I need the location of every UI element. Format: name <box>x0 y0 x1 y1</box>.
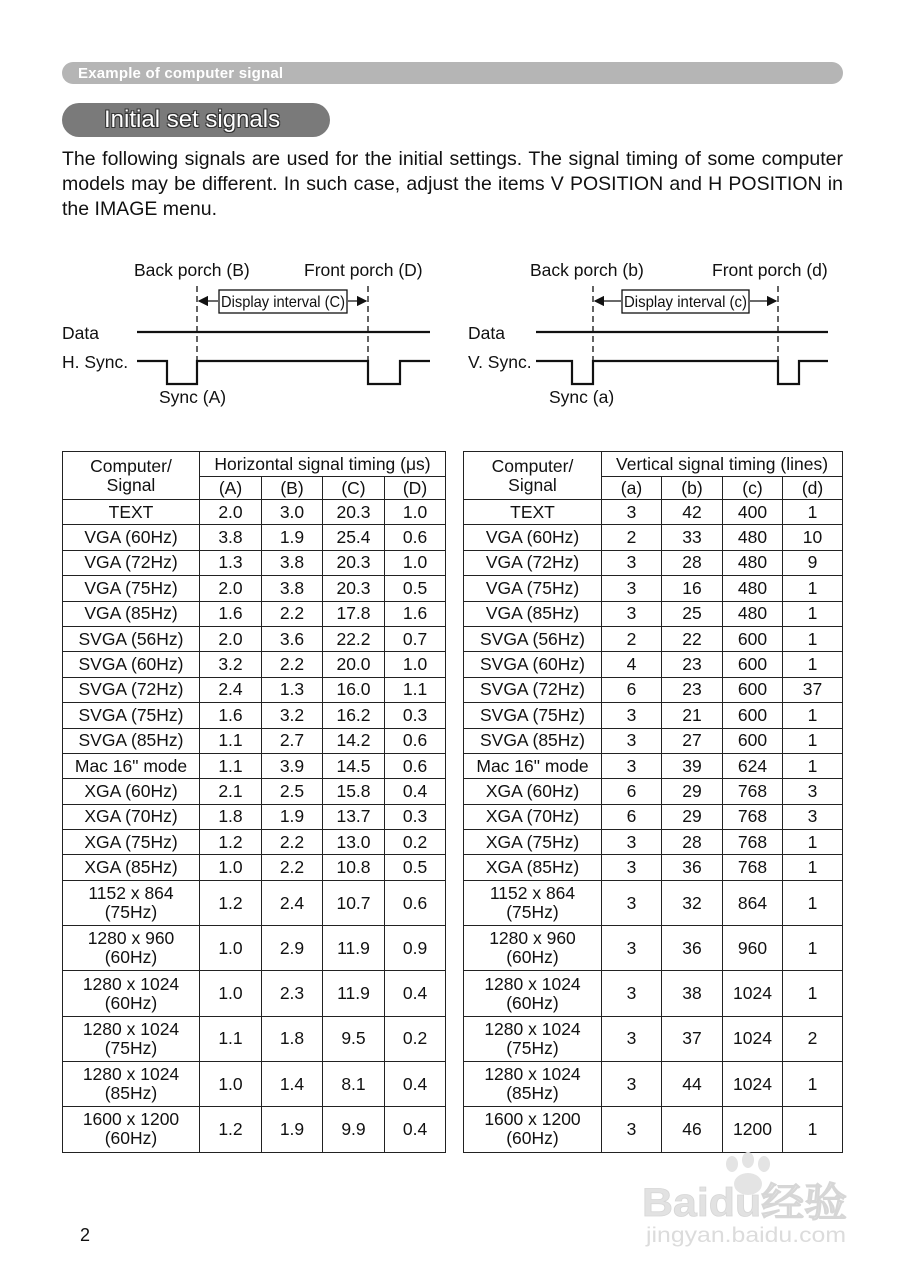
v-value-cell: 1024 <box>723 1062 783 1107</box>
h-table-row <box>63 855 446 880</box>
v-sub-header: (c) <box>723 477 783 500</box>
v-value-cell: 33 <box>662 525 723 550</box>
v-value-cell: 1 <box>783 753 843 778</box>
h-value-cell: 0.6 <box>385 525 446 550</box>
v-value-cell: 3 <box>602 550 662 575</box>
v-table-row <box>464 1062 843 1107</box>
vertical-timing-diagram <box>468 250 848 415</box>
h-value-cell: 1.2 <box>200 880 262 925</box>
v-table-row <box>464 1107 843 1152</box>
vertical-timing-table <box>463 451 843 1153</box>
h-value-cell: 3.8 <box>262 550 323 575</box>
h-value-cell: 0.3 <box>385 804 446 829</box>
v-table-row <box>464 677 843 702</box>
v-signal-cell: VGA (60Hz) <box>464 525 602 550</box>
v-value-cell: 23 <box>662 652 723 677</box>
v-value-cell: 2 <box>783 1016 843 1061</box>
h-value-cell: 25.4 <box>323 525 385 550</box>
v-value-cell: 1 <box>783 576 843 601</box>
h-value-cell: 16.0 <box>323 677 385 702</box>
h-value-cell: 0.2 <box>385 1016 446 1061</box>
section-title-pill <box>62 103 330 137</box>
v-value-cell: 1200 <box>723 1107 783 1152</box>
v-value-cell: 3 <box>783 779 843 804</box>
h-value-cell: 0.3 <box>385 703 446 728</box>
h-data-label: Data <box>62 323 99 343</box>
v-value-cell: 46 <box>662 1107 723 1152</box>
v-signal-cell: 1280 x 1024 (60Hz) <box>464 971 602 1016</box>
h-table-row <box>63 753 446 778</box>
h-signal-cell: XGA (70Hz) <box>63 804 200 829</box>
h-table-row <box>63 677 446 702</box>
v-sub-header: (a) <box>602 477 662 500</box>
h-sub-header: (D) <box>385 477 446 500</box>
h-value-cell: 1.1 <box>200 728 262 753</box>
h-value-cell: 1.9 <box>262 804 323 829</box>
h-signal-cell: SVGA (85Hz) <box>63 728 200 753</box>
h-table-row <box>63 1107 446 1152</box>
h-value-cell: 3.2 <box>262 703 323 728</box>
v-table-row <box>464 1016 843 1061</box>
v-value-cell: 600 <box>723 728 783 753</box>
h-value-cell: 2.2 <box>262 601 323 626</box>
v-table-row <box>464 880 843 925</box>
v-value-cell: 27 <box>662 728 723 753</box>
h-table-row <box>63 1062 446 1107</box>
h-value-cell: 10.7 <box>323 880 385 925</box>
h-value-cell: 2.0 <box>200 576 262 601</box>
h-value-cell: 1.6 <box>200 703 262 728</box>
v-value-cell: 37 <box>783 677 843 702</box>
v-value-cell: 21 <box>662 703 723 728</box>
v-value-cell: 39 <box>662 753 723 778</box>
h-value-cell: 13.7 <box>323 804 385 829</box>
baidu-watermark <box>640 1150 860 1250</box>
v-value-cell: 1 <box>783 880 843 925</box>
h-value-cell: 20.3 <box>323 576 385 601</box>
h-value-cell: 1.3 <box>262 677 323 702</box>
h-value-cell: 1.3 <box>200 550 262 575</box>
v-value-cell: 600 <box>723 626 783 651</box>
h-table-row <box>63 703 446 728</box>
v-value-cell: 3 <box>602 880 662 925</box>
v-value-cell: 38 <box>662 971 723 1016</box>
v-value-cell: 4 <box>602 652 662 677</box>
v-value-cell: 32 <box>662 880 723 925</box>
h-value-cell: 1.2 <box>200 1107 262 1152</box>
h-table-row <box>63 601 446 626</box>
h-signal-cell: VGA (72Hz) <box>63 550 200 575</box>
v-value-cell: 3 <box>602 855 662 880</box>
h-value-cell: 0.2 <box>385 830 446 855</box>
h-value-cell: 16.2 <box>323 703 385 728</box>
v-signal-cell: SVGA (56Hz) <box>464 626 602 651</box>
h-value-cell: 20.3 <box>323 550 385 575</box>
h-signal-cell: Mac 16" mode <box>63 753 200 778</box>
h-value-cell: 9.9 <box>323 1107 385 1152</box>
h-value-cell: 1.1 <box>200 1016 262 1061</box>
h-value-cell: 0.4 <box>385 1062 446 1107</box>
h-sub-header: (C) <box>323 477 385 500</box>
v-value-cell: 44 <box>662 1062 723 1107</box>
h-signal-cell: XGA (75Hz) <box>63 830 200 855</box>
section-title: Initial set signals <box>104 106 281 133</box>
v-value-cell: 624 <box>723 753 783 778</box>
v-signal-cell: XGA (70Hz) <box>464 804 602 829</box>
v-signal-cell: SVGA (72Hz) <box>464 677 602 702</box>
intro-paragraph: The following signals are used for the initial settings. The signal timing of some computer models may be different. In such case, adjust the items V POSITION and H POSITION in the IMAGE menu. <box>62 148 843 220</box>
v-value-cell: 3 <box>602 576 662 601</box>
h-display-interval-label: Display interval (C) <box>221 294 345 311</box>
v-value-cell: 1 <box>783 971 843 1016</box>
h-table-row <box>63 550 446 575</box>
h-value-cell: 2.2 <box>262 652 323 677</box>
watermark-brand: Baidu经验 <box>642 1181 847 1225</box>
v-display-interval-label: Display interval (c) <box>624 294 747 311</box>
h-value-cell: 3.9 <box>262 753 323 778</box>
v-value-cell: 480 <box>723 525 783 550</box>
v-value-cell: 1 <box>783 855 843 880</box>
h-signal-cell: 1280 x 960 (60Hz) <box>63 926 200 971</box>
v-value-cell: 6 <box>602 779 662 804</box>
v-value-cell: 3 <box>602 1062 662 1107</box>
h-value-cell: 1.0 <box>200 855 262 880</box>
h-value-cell: 1.8 <box>200 804 262 829</box>
h-value-cell: 0.4 <box>385 971 446 1016</box>
h-value-cell: 10.8 <box>323 855 385 880</box>
h-sync-label: Sync (A) <box>159 387 227 407</box>
h-table-row <box>63 1016 446 1061</box>
horizontal-timing-table <box>62 451 446 1153</box>
v-value-cell: 3 <box>602 728 662 753</box>
h-value-cell: 1.1 <box>385 677 446 702</box>
h-value-cell: 0.9 <box>385 926 446 971</box>
v-value-cell: 1 <box>783 926 843 971</box>
v-value-cell: 3 <box>602 703 662 728</box>
h-value-cell: 11.9 <box>323 971 385 1016</box>
v-table-row <box>464 971 843 1016</box>
v-table-row <box>464 550 843 575</box>
h-table-row <box>63 926 446 971</box>
v-value-cell: 1 <box>783 626 843 651</box>
h-col-signal-header: Computer/ Signal <box>63 452 200 500</box>
v-value-cell: 960 <box>723 926 783 971</box>
v-signal-cell: VGA (75Hz) <box>464 576 602 601</box>
h-signal-cell: 1600 x 1200 (60Hz) <box>63 1107 200 1152</box>
v-value-cell: 3 <box>602 601 662 626</box>
v-value-cell: 1 <box>783 601 843 626</box>
h-front-porch-label: Front porch (D) <box>304 260 423 280</box>
v-signal-cell: Mac 16" mode <box>464 753 602 778</box>
h-value-cell: 1.0 <box>200 926 262 971</box>
v-back-porch-label: Back porch (b) <box>530 260 644 280</box>
v-value-cell: 9 <box>783 550 843 575</box>
h-value-cell: 3.0 <box>262 500 323 525</box>
h-value-cell: 2.7 <box>262 728 323 753</box>
v-value-cell: 768 <box>723 804 783 829</box>
h-value-cell: 1.0 <box>200 1062 262 1107</box>
v-signal-cell: VGA (85Hz) <box>464 601 602 626</box>
v-table-row <box>464 576 843 601</box>
h-value-cell: 0.4 <box>385 779 446 804</box>
v-signal-cell: VGA (72Hz) <box>464 550 602 575</box>
h-value-cell: 1.9 <box>262 525 323 550</box>
v-signal-cell: SVGA (85Hz) <box>464 728 602 753</box>
v-table-row <box>464 830 843 855</box>
v-signal-cell: XGA (60Hz) <box>464 779 602 804</box>
v-value-cell: 768 <box>723 830 783 855</box>
h-signal-cell: SVGA (75Hz) <box>63 703 200 728</box>
v-signal-cell: 1280 x 1024 (85Hz) <box>464 1062 602 1107</box>
h-value-cell: 3.8 <box>200 525 262 550</box>
v-value-cell: 29 <box>662 804 723 829</box>
v-value-cell: 1 <box>783 1062 843 1107</box>
v-table-row <box>464 525 843 550</box>
v-value-cell: 768 <box>723 779 783 804</box>
v-signal-cell: 1152 x 864 (75Hz) <box>464 880 602 925</box>
v-value-cell: 480 <box>723 576 783 601</box>
h-table-body <box>63 500 446 1153</box>
v-value-cell: 2 <box>602 525 662 550</box>
h-signal-cell: XGA (60Hz) <box>63 779 200 804</box>
v-table-row <box>464 926 843 971</box>
h-table-row <box>63 525 446 550</box>
h-value-cell: 1.0 <box>385 500 446 525</box>
v-table-row <box>464 855 843 880</box>
h-value-cell: 14.5 <box>323 753 385 778</box>
h-value-cell: 1.2 <box>200 830 262 855</box>
v-front-porch-label: Front porch (d) <box>712 260 828 280</box>
v-value-cell: 480 <box>723 601 783 626</box>
horizontal-timing-diagram <box>62 250 442 415</box>
h-value-cell: 2.2 <box>262 855 323 880</box>
h-signal-cell: VGA (85Hz) <box>63 601 200 626</box>
h-group-header: Horizontal signal timing (μs) <box>200 452 446 477</box>
v-value-cell: 29 <box>662 779 723 804</box>
v-table-row <box>464 728 843 753</box>
v-value-cell: 2 <box>602 626 662 651</box>
v-value-cell: 3 <box>602 500 662 525</box>
h-value-cell: 14.2 <box>323 728 385 753</box>
v-value-cell: 1 <box>783 500 843 525</box>
v-value-cell: 6 <box>602 804 662 829</box>
h-value-cell: 1.8 <box>262 1016 323 1061</box>
v-table-row <box>464 753 843 778</box>
v-signal-cell: TEXT <box>464 500 602 525</box>
h-table-row <box>63 728 446 753</box>
h-value-cell: 3.6 <box>262 626 323 651</box>
v-value-cell: 600 <box>723 677 783 702</box>
h-signal-cell: 1280 x 1024 (75Hz) <box>63 1016 200 1061</box>
h-value-cell: 0.4 <box>385 1107 446 1152</box>
v-sub-header: (b) <box>662 477 723 500</box>
h-value-cell: 1.0 <box>200 971 262 1016</box>
h-table-row <box>63 880 446 925</box>
v-group-header: Vertical signal timing (lines) <box>602 452 843 477</box>
h-value-cell: 3.2 <box>200 652 262 677</box>
h-table-row <box>63 500 446 525</box>
h-table-row <box>63 652 446 677</box>
v-value-cell: 3 <box>602 753 662 778</box>
v-value-cell: 600 <box>723 652 783 677</box>
h-value-cell: 11.9 <box>323 926 385 971</box>
h-value-cell: 2.1 <box>200 779 262 804</box>
h-signal-cell: 1280 x 1024 (85Hz) <box>63 1062 200 1107</box>
v-value-cell: 10 <box>783 525 843 550</box>
v-value-cell: 23 <box>662 677 723 702</box>
h-value-cell: 1.9 <box>262 1107 323 1152</box>
v-signal-cell: 1280 x 1024 (75Hz) <box>464 1016 602 1061</box>
v-signal-cell: XGA (75Hz) <box>464 830 602 855</box>
h-signal-cell: VGA (60Hz) <box>63 525 200 550</box>
v-value-cell: 28 <box>662 830 723 855</box>
h-value-cell: 2.0 <box>200 500 262 525</box>
h-signal-cell: 1280 x 1024 (60Hz) <box>63 971 200 1016</box>
v-value-cell: 6 <box>602 677 662 702</box>
v-value-cell: 22 <box>662 626 723 651</box>
v-value-cell: 1 <box>783 1107 843 1152</box>
h-sub-header: (A) <box>200 477 262 500</box>
v-value-cell: 400 <box>723 500 783 525</box>
h-value-cell: 1.4 <box>262 1062 323 1107</box>
h-table-row <box>63 576 446 601</box>
h-value-cell: 1.0 <box>385 652 446 677</box>
section-header-title: Example of computer signal <box>78 65 284 82</box>
v-sync-label: Sync (a) <box>549 387 615 407</box>
v-table-row <box>464 779 843 804</box>
v-value-cell: 25 <box>662 601 723 626</box>
v-value-cell: 1 <box>783 703 843 728</box>
v-value-cell: 3 <box>602 971 662 1016</box>
v-value-cell: 768 <box>723 855 783 880</box>
v-value-cell: 864 <box>723 880 783 925</box>
h-value-cell: 2.5 <box>262 779 323 804</box>
v-data-label: Data <box>468 323 505 343</box>
h-signal-cell: XGA (85Hz) <box>63 855 200 880</box>
v-col-signal-header: Computer/ Signal <box>464 452 602 500</box>
h-table-row <box>63 804 446 829</box>
v-table-body <box>464 500 843 1153</box>
v-value-cell: 600 <box>723 703 783 728</box>
h-value-cell: 1.0 <box>385 550 446 575</box>
v-table-row <box>464 626 843 651</box>
v-table-row <box>464 652 843 677</box>
h-value-cell: 0.6 <box>385 880 446 925</box>
v-value-cell: 3 <box>602 1107 662 1152</box>
v-value-cell: 1 <box>783 652 843 677</box>
h-signal-cell: SVGA (60Hz) <box>63 652 200 677</box>
h-value-cell: 2.4 <box>200 677 262 702</box>
v-value-cell: 36 <box>662 855 723 880</box>
v-value-cell: 1024 <box>723 971 783 1016</box>
v-value-cell: 3 <box>602 830 662 855</box>
h-value-cell: 0.6 <box>385 728 446 753</box>
h-value-cell: 22.2 <box>323 626 385 651</box>
section-header-bar <box>62 62 843 84</box>
h-signal-cell: VGA (75Hz) <box>63 576 200 601</box>
h-value-cell: 2.0 <box>200 626 262 651</box>
h-value-cell: 3.8 <box>262 576 323 601</box>
h-table-row <box>63 626 446 651</box>
v-value-cell: 3 <box>602 1016 662 1061</box>
h-value-cell: 2.3 <box>262 971 323 1016</box>
h-value-cell: 1.6 <box>385 601 446 626</box>
v-sub-header: (d) <box>783 477 843 500</box>
h-back-porch-label: Back porch (B) <box>134 260 250 280</box>
v-value-cell: 37 <box>662 1016 723 1061</box>
h-value-cell: 8.1 <box>323 1062 385 1107</box>
v-table-row <box>464 500 843 525</box>
h-value-cell: 0.5 <box>385 576 446 601</box>
v-signal-cell: 1280 x 960 (60Hz) <box>464 926 602 971</box>
h-signal-cell: 1152 x 864 (75Hz) <box>63 880 200 925</box>
h-value-cell: 1.6 <box>200 601 262 626</box>
h-value-cell: 9.5 <box>323 1016 385 1061</box>
h-table-row <box>63 830 446 855</box>
v-signal-cell: XGA (85Hz) <box>464 855 602 880</box>
v-value-cell: 480 <box>723 550 783 575</box>
v-value-cell: 1024 <box>723 1016 783 1061</box>
h-value-cell: 0.6 <box>385 753 446 778</box>
v-value-cell: 28 <box>662 550 723 575</box>
h-value-cell: 2.2 <box>262 830 323 855</box>
h-value-cell: 0.7 <box>385 626 446 651</box>
h-table-row <box>63 779 446 804</box>
v-value-cell: 42 <box>662 500 723 525</box>
h-value-cell: 0.5 <box>385 855 446 880</box>
v-table-row <box>464 703 843 728</box>
watermark-url: jingyan.baidu.com <box>644 1224 846 1247</box>
v-value-cell: 3 <box>602 926 662 971</box>
h-value-cell: 20.3 <box>323 500 385 525</box>
h-value-cell: 1.1 <box>200 753 262 778</box>
h-value-cell: 13.0 <box>323 830 385 855</box>
h-sync-line-label: H. Sync. <box>62 352 129 372</box>
h-signal-cell: TEXT <box>63 500 200 525</box>
h-value-cell: 2.4 <box>262 880 323 925</box>
v-value-cell: 36 <box>662 926 723 971</box>
v-signal-cell: SVGA (60Hz) <box>464 652 602 677</box>
v-table-row <box>464 601 843 626</box>
v-value-cell: 3 <box>783 804 843 829</box>
h-value-cell: 15.8 <box>323 779 385 804</box>
page-number: 2 <box>80 1225 91 1245</box>
h-signal-cell: SVGA (56Hz) <box>63 626 200 651</box>
h-table-row <box>63 971 446 1016</box>
v-value-cell: 1 <box>783 830 843 855</box>
v-signal-cell: SVGA (75Hz) <box>464 703 602 728</box>
v-sync-line-label: V. Sync. <box>468 352 532 372</box>
h-value-cell: 17.8 <box>323 601 385 626</box>
v-value-cell: 1 <box>783 728 843 753</box>
v-signal-cell: 1600 x 1200 (60Hz) <box>464 1107 602 1152</box>
h-value-cell: 2.9 <box>262 926 323 971</box>
h-signal-cell: SVGA (72Hz) <box>63 677 200 702</box>
v-value-cell: 16 <box>662 576 723 601</box>
v-table-row <box>464 804 843 829</box>
h-value-cell: 20.0 <box>323 652 385 677</box>
h-sub-header: (B) <box>262 477 323 500</box>
